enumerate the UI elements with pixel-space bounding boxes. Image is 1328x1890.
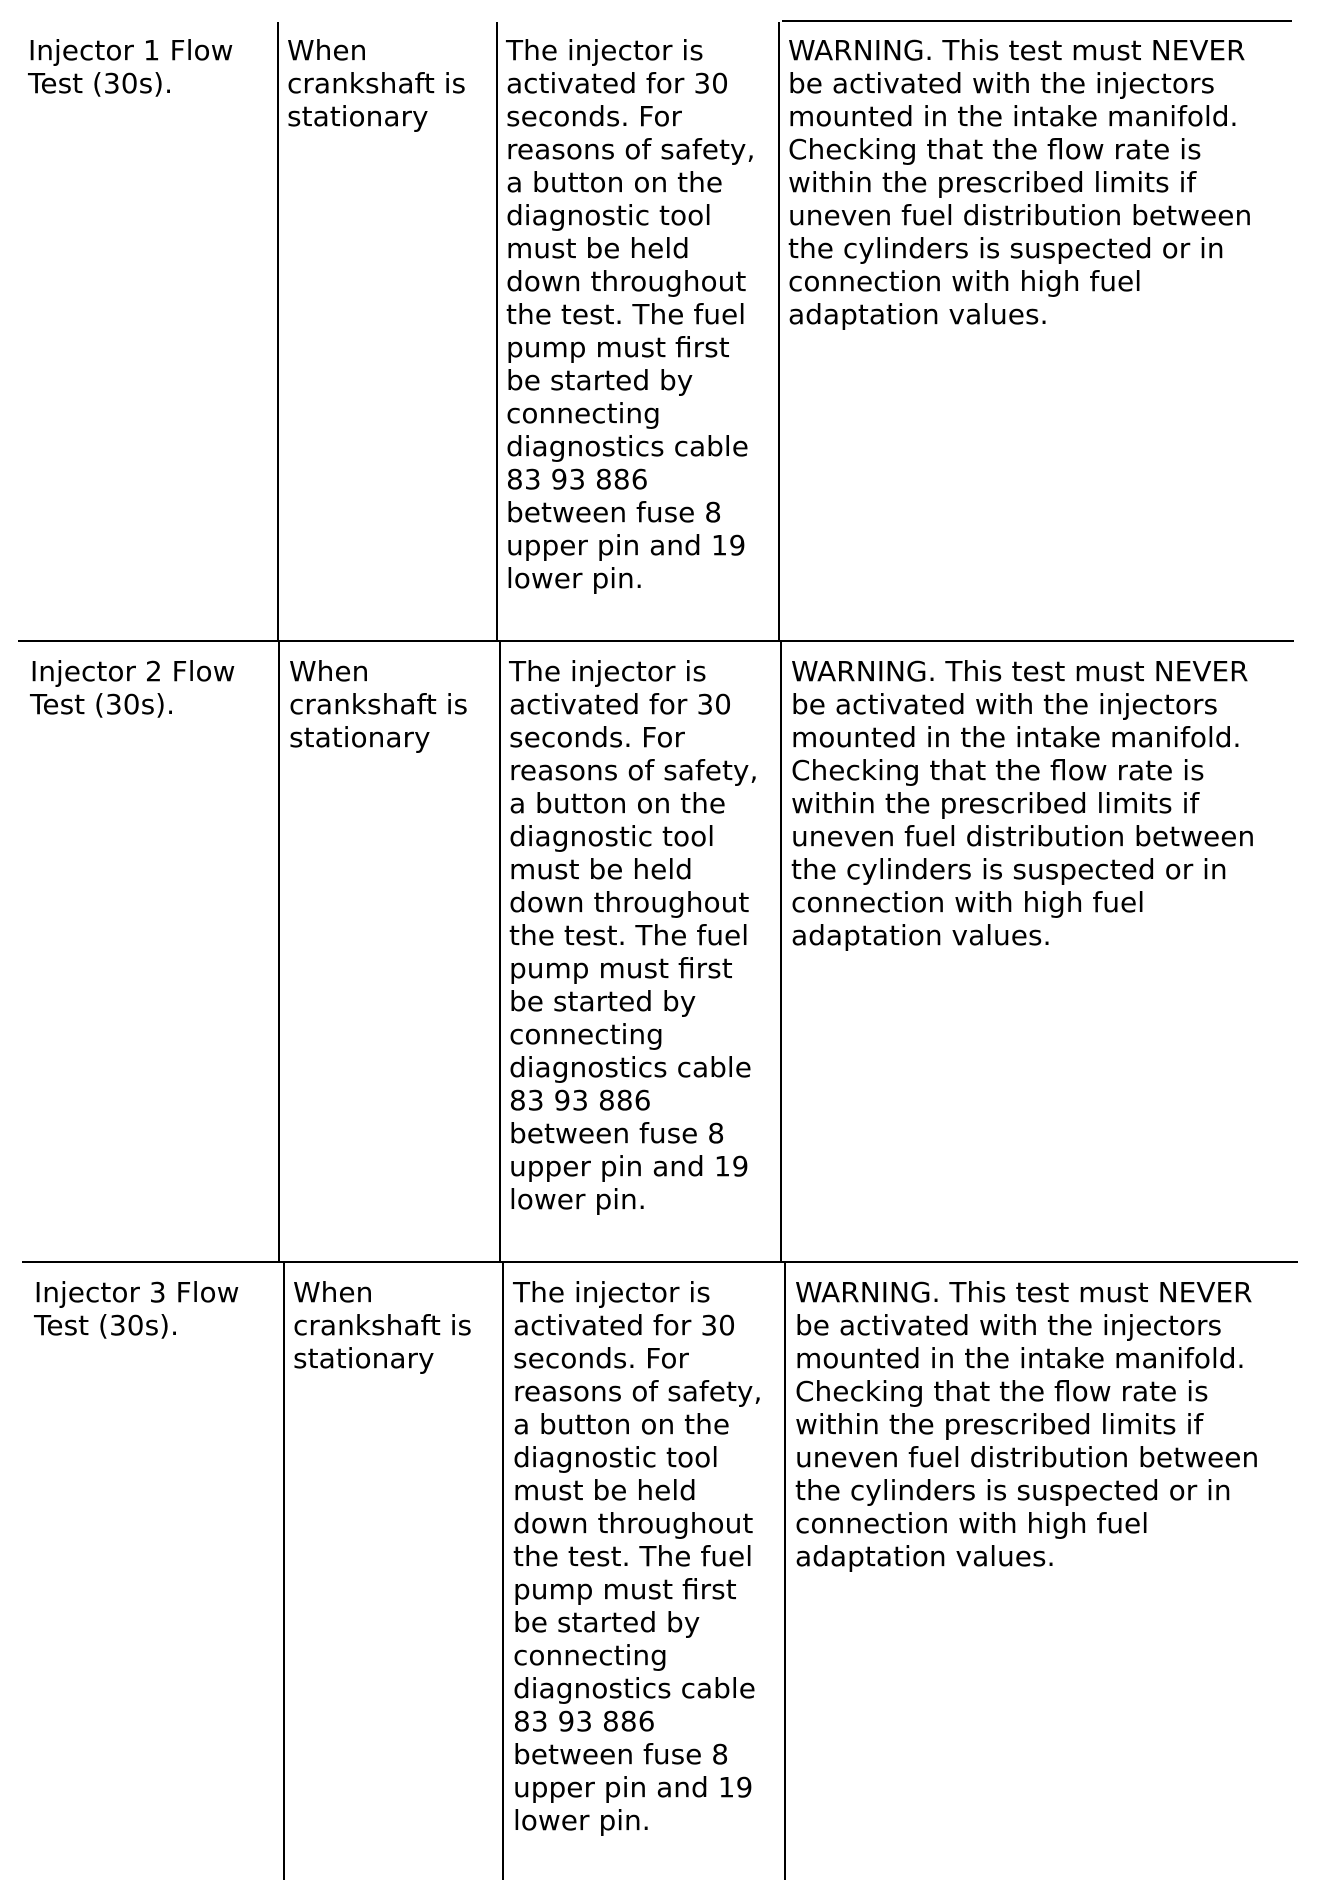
- row-2-col-divider-1: [278, 642, 280, 1263]
- row-1-col-divider-2: [496, 22, 498, 642]
- row-3-remarks: WARNING. This test must NEVER be activated with the injectors mounted in the intake manifold. Checking that the flow rate is within the prescribed limits if uneven fuel distribution between the cylinders is suspected or in connection with high fuel adaptation values.: [795, 1276, 1260, 1573]
- row-2-col-divider-2: [499, 642, 501, 1263]
- row-1-remarks: WARNING. This test must NEVER be activated with the injectors mounted in the intake manifold. Checking that the flow rate is within the prescribed limits if uneven fuel distribution between the cylinders is suspected or in connection with high fuel adaptation values.: [788, 34, 1253, 331]
- row-2-top-rule: [18, 640, 1294, 642]
- row-1-top-rule: [782, 20, 1292, 22]
- row-3-top-rule: [22, 1261, 1298, 1263]
- row-3-col-divider-2: [502, 1263, 504, 1880]
- row-2-remarks: WARNING. This test must NEVER be activated with the injectors mounted in the intake manifold. Checking that the flow rate is within the prescribed limits if uneven fuel distribution between the cylinders is suspected or in connection with high fuel adaptation values.: [791, 655, 1256, 952]
- row-1-condition: When crankshaft is stationary: [287, 34, 467, 133]
- row-2-component: Injector 2 Flow Test (30s).: [30, 655, 236, 721]
- row-3-description: The injector is activated for 30 seconds. For reasons of safety, a button on the diagnostic tool must be held down throughout the test. The fuel pump must first be started by connecting diagnostics cable 83 93 886 between fuse 8 upper pin and 19 lower pin.: [513, 1276, 763, 1837]
- row-2-condition: When crankshaft is stationary: [289, 655, 469, 754]
- row-3-col-divider-3: [784, 1263, 786, 1880]
- row-2-col-divider-3: [780, 642, 782, 1263]
- row-3-col-divider-1: [283, 1263, 285, 1880]
- row-3-condition: When crankshaft is stationary: [293, 1276, 473, 1375]
- row-1-col-divider-1: [277, 22, 279, 642]
- row-2-description: The injector is activated for 30 seconds. For reasons of safety, a button on the diagnostic tool must be held down throughout the test. The fuel pump must first be started by connecting diagnostics cable 83 93 886 between fuse 8 upper pin and 19 lower pin.: [509, 655, 759, 1216]
- row-1-description: The injector is activated for 30 seconds. For reasons of safety, a button on the diagnostic tool must be held down throughout the test. The fuel pump must first be started by connecting diagnostics cable 83 93 886 between fuse 8 upper pin and 19 lower pin.: [506, 34, 756, 595]
- row-1-col-divider-3: [778, 22, 780, 642]
- row-1-component: Injector 1 Flow Test (30s).: [28, 34, 234, 100]
- row-3-component: Injector 3 Flow Test (30s).: [34, 1276, 240, 1342]
